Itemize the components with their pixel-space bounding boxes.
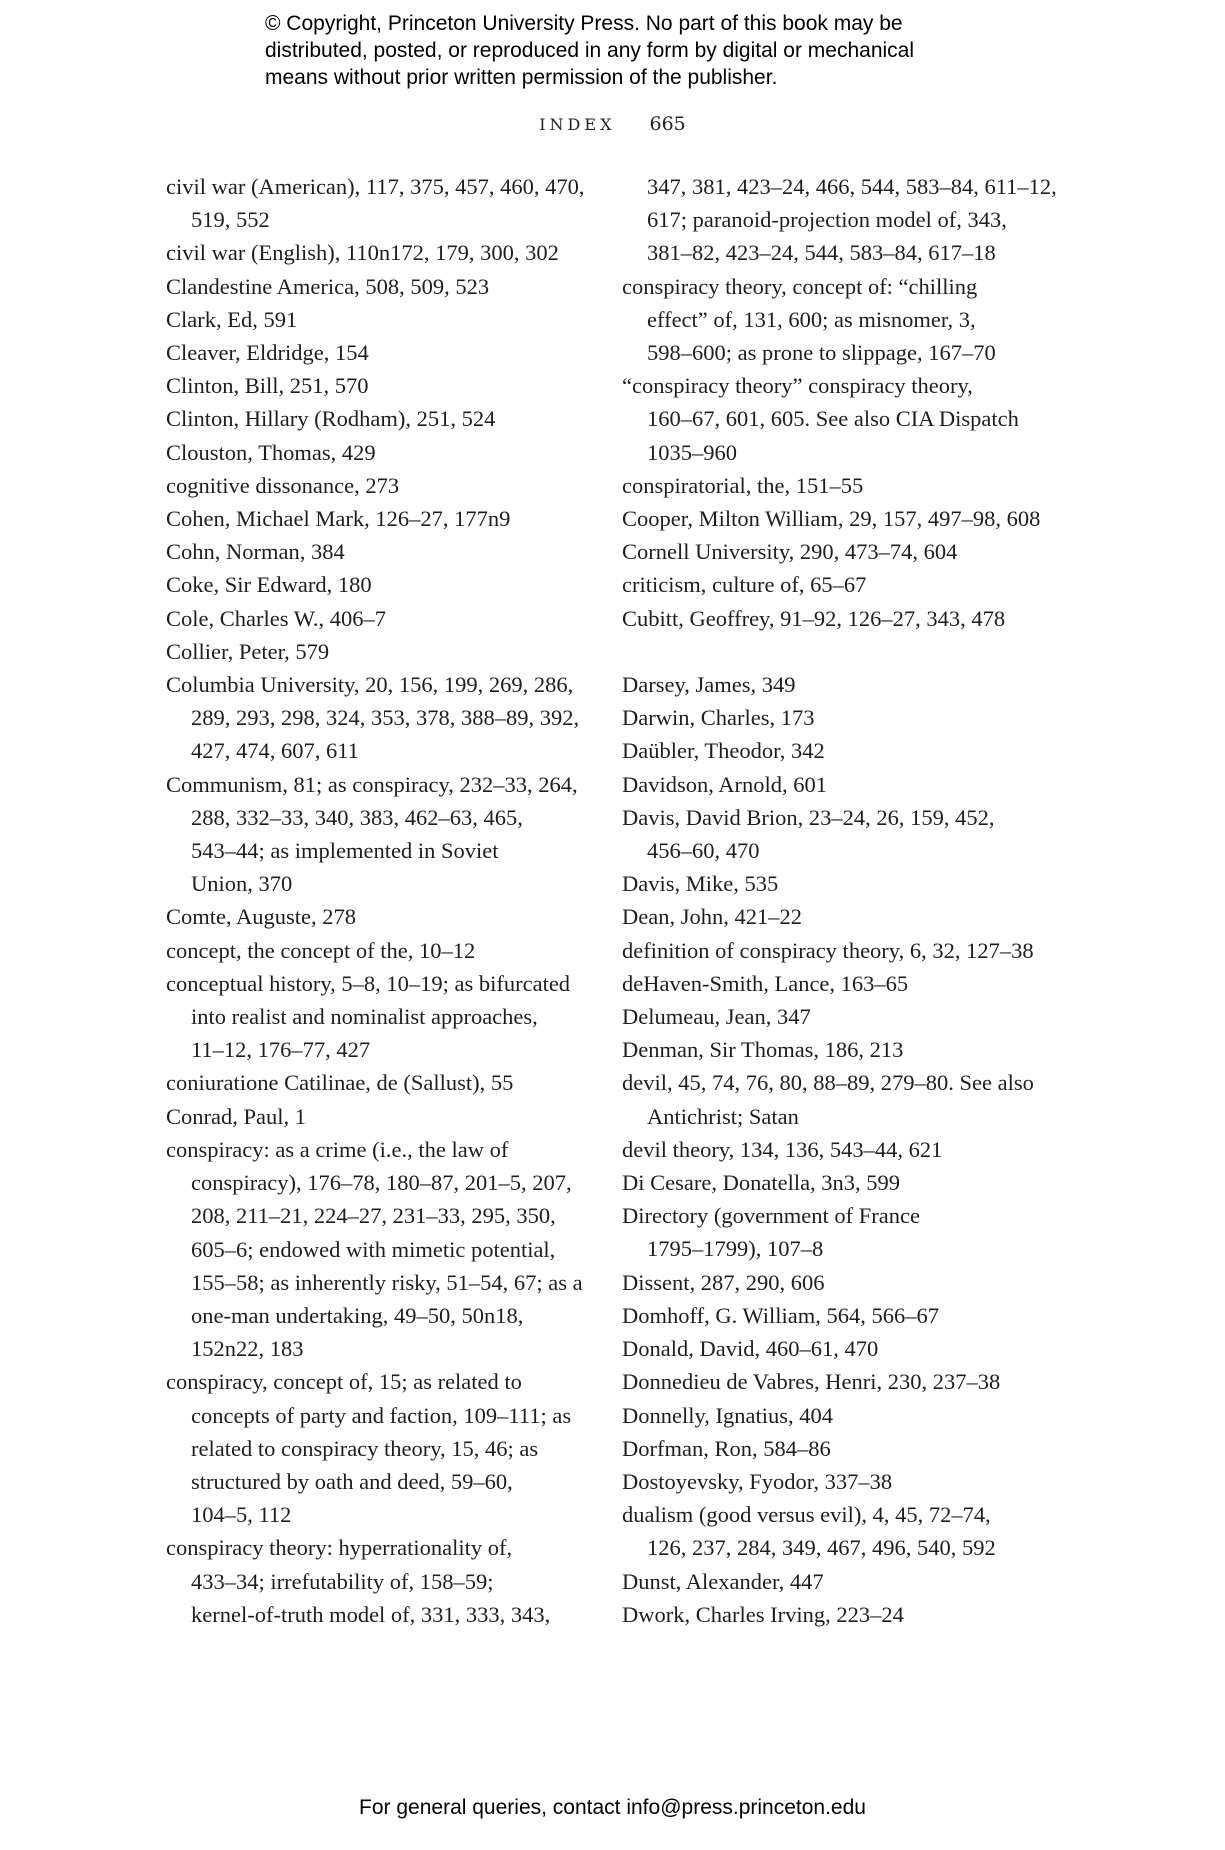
index-line: Coke, Sir Edward, 180 <box>166 572 372 598</box>
index-line: Communism, 81; as conspiracy, 232–33, 264, <box>166 771 578 797</box>
index-line: Columbia University, 20, 156, 199, 269, 286, <box>166 672 574 698</box>
index-line: “conspiracy theory” conspiracy theory, <box>622 373 973 399</box>
index-line: Davis, David Brion, 23–24, 26, 159, 452, <box>622 804 995 830</box>
index-line: 381–82, 423–24, 544, 583–84, 617–18 <box>647 240 996 266</box>
index-line: Clouston, Thomas, 429 <box>166 439 376 465</box>
index-line: conspiracy), 176–78, 180–87, 201–5, 207, <box>191 1170 572 1196</box>
index-line: cognitive dissonance, 273 <box>166 472 400 498</box>
index-line: Donnedieu de Vabres, Henri, 230, 237–38 <box>622 1369 1001 1395</box>
index-line: 433–34; irrefutability of, 158–59; <box>191 1568 494 1594</box>
footer-contact: For general queries, contact info@press.princeton.edu <box>359 1796 866 1819</box>
letter-group-gap <box>622 635 1042 668</box>
index-line: Cohn, Norman, 384 <box>166 539 345 565</box>
index-line: Dostoyevsky, Fyodor, 337–38 <box>622 1468 893 1494</box>
index-line: Davidson, Arnold, 601 <box>622 771 827 797</box>
index-line: 519, 552 <box>191 207 270 233</box>
index-line: Darwin, Charles, 173 <box>622 705 815 731</box>
index-column-right <box>622 170 1057 1631</box>
index-line: 617; paranoid-projection model of, 343, <box>647 207 1007 233</box>
index-line: Cole, Charles W., 406–7 <box>166 605 386 631</box>
index-line: 152n22, 183 <box>191 1336 304 1362</box>
index-line: kernel-of-truth model of, 331, 333, 343, <box>191 1601 551 1627</box>
index-line: 208, 211–21, 224–27, 231–33, 295, 350, <box>191 1203 556 1229</box>
index-line: into realist and nominalist approaches, <box>191 1004 538 1030</box>
copyright-line: means without prior written permission of the publisher. <box>265 66 778 89</box>
index-line: definition of conspiracy theory, 6, 32, 127–38 <box>622 937 1034 963</box>
index-line: dualism (good versus evil), 4, 45, 72–74, <box>622 1502 991 1528</box>
index-line: devil, 45, 74, 76, 80, 88–89, 279–80. See also <box>622 1070 1034 1096</box>
index-line: concept, the concept of the, 10–12 <box>166 937 476 963</box>
index-line: Dunst, Alexander, 447 <box>622 1568 824 1594</box>
index-line: deHaven-Smith, Lance, 163–65 <box>622 970 909 996</box>
index-line: criticism, culture of, 65–67 <box>622 572 867 598</box>
index-line: Clark, Ed, 591 <box>166 306 298 332</box>
index-line: Domhoff, G. William, 564, 566–67 <box>622 1302 939 1328</box>
index-line: Antichrist; Satan <box>647 1103 799 1129</box>
index-line: conspiratorial, the, 151–55 <box>622 472 864 498</box>
index-line: Denman, Sir Thomas, 186, 213 <box>622 1037 904 1063</box>
running-head <box>0 113 1225 135</box>
index-line: Darsey, James, 349 <box>622 672 796 698</box>
index-line: conspiracy, concept of, 15; as related to <box>166 1369 522 1395</box>
index-line: concepts of party and faction, 109–111; as <box>191 1402 572 1428</box>
section-label: INDEX <box>539 115 616 134</box>
index-line: structured by oath and deed, 59–60, <box>191 1468 513 1494</box>
index-column-left <box>166 170 586 1631</box>
index-line: 289, 293, 298, 324, 353, 378, 388–89, 392, <box>191 705 580 731</box>
index-line: Dorfman, Ron, 584–86 <box>622 1435 831 1461</box>
index-line: 288, 332–33, 340, 383, 462–63, 465, <box>191 804 523 830</box>
index-line: civil war (American), 117, 375, 457, 460, 470, <box>166 174 585 199</box>
index-line: Conrad, Paul, 1 <box>166 1103 306 1129</box>
index-line: coniuratione Catilinae, de (Sallust), 55 <box>166 1070 514 1096</box>
index-line: 11–12, 176–77, 427 <box>191 1037 371 1063</box>
index-line: 427, 474, 607, 611 <box>191 738 359 764</box>
index-line: 347, 381, 423–24, 466, 544, 583–84, 611–12, <box>647 174 1057 199</box>
copyright-line: © Copyright, Princeton University Press. No part of this book may be <box>265 12 903 35</box>
index-line: Cornell University, 290, 473–74, 604 <box>622 539 958 565</box>
index-line: Donnelly, Ignatius, 404 <box>622 1402 834 1428</box>
index-line: 1795–1799), 107–8 <box>647 1236 824 1262</box>
index-line: Directory (government of France <box>622 1203 921 1229</box>
index-line: Dissent, 287, 290, 606 <box>622 1269 825 1295</box>
index-line: Dwork, Charles Irving, 223–24 <box>622 1601 904 1627</box>
copyright-line: distributed, posted, or reproduced in any form by digital or mechanical <box>265 39 915 62</box>
index-line: Daübler, Theodor, 342 <box>622 738 825 764</box>
index-line: Dean, John, 421–22 <box>622 904 802 930</box>
index-line: 605–6; endowed with mimetic potential, <box>191 1236 556 1262</box>
index-line: conspiracy theory: hyperrationality of, <box>166 1535 513 1561</box>
index-line: one-man undertaking, 49–50, 50n18, <box>191 1302 524 1328</box>
index-line: Cohen, Michael Mark, 126–27, 177n9 <box>166 506 511 532</box>
index-line: Clinton, Hillary (Rodham), 251, 524 <box>166 406 496 432</box>
index-line: civil war (English), 110n172, 179, 300, 302 <box>166 240 559 266</box>
index-line: conspiracy theory, concept of: “chilling <box>622 273 978 299</box>
index-line: Collier, Peter, 579 <box>166 638 330 664</box>
index-line: 104–5, 112 <box>191 1502 292 1528</box>
index-line: Union, 370 <box>191 871 293 897</box>
index-line: Clinton, Bill, 251, 570 <box>166 373 369 399</box>
copyright-notice <box>265 10 1025 91</box>
index-line: 1035–960 <box>647 439 737 465</box>
index-line: devil theory, 134, 136, 543–44, 621 <box>622 1136 943 1162</box>
index-line: 126, 237, 284, 349, 467, 496, 540, 592 <box>647 1535 996 1561</box>
index-line: conceptual history, 5–8, 10–19; as bifurcated <box>166 970 571 996</box>
index-line: 160–67, 601, 605. See also CIA Dispatch <box>647 406 1019 432</box>
index-line: 456–60, 470 <box>647 838 760 864</box>
index-line: Delumeau, Jean, 347 <box>622 1004 811 1030</box>
index-line: effect” of, 131, 600; as misnomer, 3, <box>647 306 976 332</box>
index-line: 543–44; as implemented in Soviet <box>191 838 499 864</box>
index-line: Comte, Auguste, 278 <box>166 904 356 930</box>
page-number: 665 <box>649 113 686 135</box>
index-line: Di Cesare, Donatella, 3n3, 599 <box>622 1170 901 1196</box>
index-line: Cubitt, Geoffrey, 91–92, 126–27, 343, 478 <box>622 605 1006 631</box>
index-line: conspiracy: as a crime (i.e., the law of <box>166 1136 509 1162</box>
index-line: 155–58; as inherently risky, 51–54, 67; as a <box>191 1269 583 1295</box>
index-line: Clandestine America, 508, 509, 523 <box>166 273 490 299</box>
index-line: Davis, Mike, 535 <box>622 871 779 897</box>
index-line: related to conspiracy theory, 15, 46; as <box>191 1435 539 1461</box>
index-line: Cooper, Milton William, 29, 157, 497–98, 608 <box>622 506 1041 532</box>
index-line: Donald, David, 460–61, 470 <box>622 1336 879 1362</box>
index-line: Cleaver, Eldridge, 154 <box>166 340 369 366</box>
index-line: 598–600; as prone to slippage, 167–70 <box>647 340 996 366</box>
